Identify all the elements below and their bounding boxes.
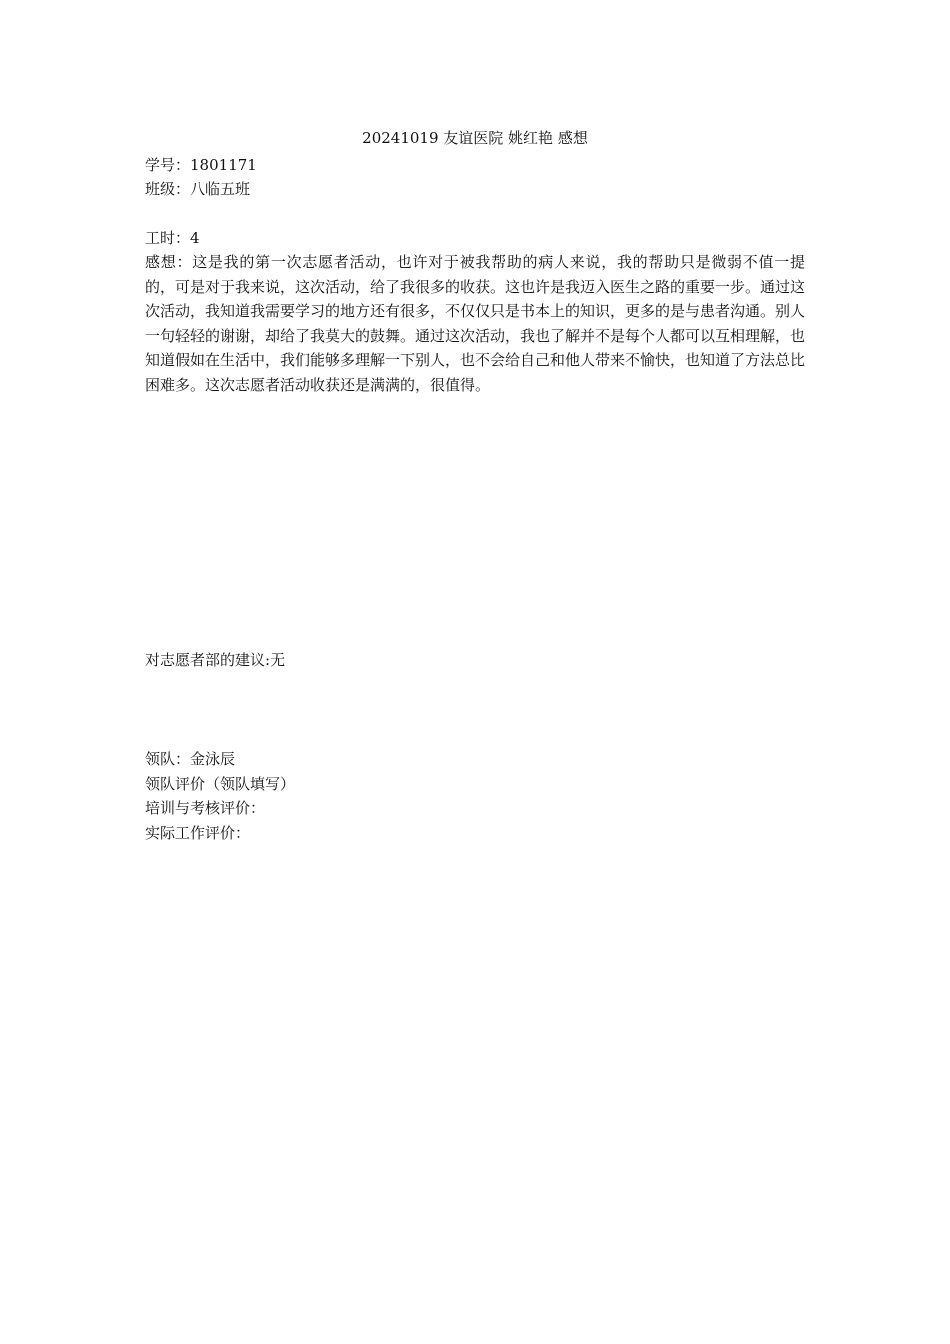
training-evaluation-line: 培训与考核评价： <box>145 799 266 817</box>
reflection-text: 这是我的第一次志愿者活动，也许对于被我帮助的病人来说，我的帮助只是微弱不值一提的，可是对于我来说，这次活动，给了我很多的收获。这也许是我迈入医生之路的重要一步。通过这次活动，我知道我需要学习的地方还有很多，不仅仅只是书本上的知识，更多的是与患者沟通。别人一句轻轻的谢谢，却给了我莫大的鼓舞。通过这次活动，我也了解并不是每个人都可以互相理解，也知道假如在生活中，我们能够多理解一下别人，也不会给自己和他人带来不愉快，也知道了方法总比困难多。这次志愿者活动收获还是满满的，很值得。 <box>145 253 806 394</box>
hours-value: 4 <box>190 228 200 247</box>
student-id-label: 学号： <box>145 155 191 174</box>
document-body <box>145 126 805 397</box>
reflection-label: 感想： <box>145 253 193 271</box>
leader-value: 金泳辰 <box>190 750 236 768</box>
class-line <box>145 177 805 202</box>
evaluation-section <box>145 747 805 845</box>
suggestion-label: 对志愿者部的建议: <box>145 651 271 669</box>
student-id-value: 1801171 <box>190 155 257 174</box>
suggestion-line <box>145 648 805 673</box>
leader-evaluation-line: 领队评价（领队填写） <box>145 774 296 793</box>
class-label: 班级： <box>145 180 191 198</box>
work-evaluation-line: 实际工作评价： <box>145 823 251 842</box>
leader-label: 领队： <box>145 750 191 768</box>
student-id-line <box>145 153 805 178</box>
suggestion-section <box>145 648 805 673</box>
document-title: 20241019 友谊医院 姚红艳 感想 <box>362 129 588 147</box>
hours-line <box>145 226 805 251</box>
hours-label: 工时： <box>145 228 191 247</box>
blank-line <box>145 202 805 226</box>
class-value: 八临五班 <box>190 180 251 198</box>
leader-line <box>145 747 805 772</box>
reflection-paragraph <box>145 250 805 397</box>
suggestion-value: 无 <box>270 651 286 669</box>
